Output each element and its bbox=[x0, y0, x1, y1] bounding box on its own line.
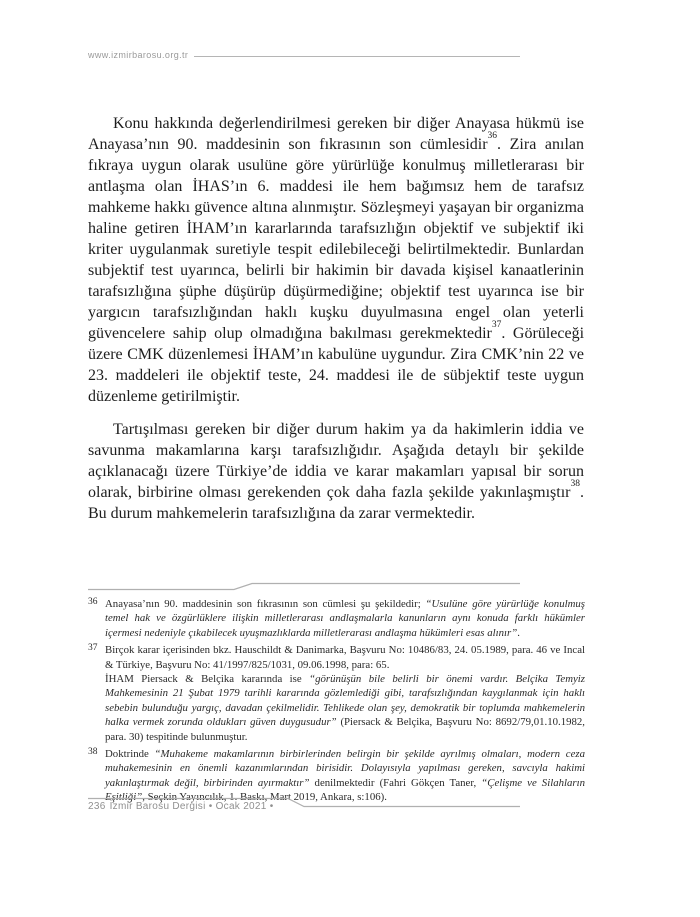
footnote-divider bbox=[88, 581, 520, 593]
footnote-38-text: Doktrinde bbox=[105, 748, 155, 761]
footnote-ref-37: 37 bbox=[491, 319, 502, 330]
paragraph-1-text: . Zira anılan fıkraya uygun olarak usulüne göre yürürlüğe konulmuş milletlerarası bir antlaşma olan İHAS’ın 6. maddesi ile hem bağımsız hem de tarafsız mahkeme hakkı güvence altına alınmıştır. Sözleşmeyi yaşayan bir organizma haline getiren İHAM’ın kararlarında tarafsızlığın objektif ve subjektif iki kriter uygulanmak suretiyle tespit edilebileceği belirtilmektedir. Bunlardan subjektif test uyarınca, belirli bir hakimin bir davada kişisel kanaatlerinin tarafsızlığına şüphe düşürüp düşürmediğine; objektif test uyarınca ise bir yargıcın tarafsızlığından haklı kuşku duyulmasına engel olan yeterli güvencelere sahip olup olmadığına bakılması gerekmektedir bbox=[88, 136, 584, 342]
header-url: www.izmirbarosu.org.tr bbox=[88, 50, 189, 60]
paragraph-1-text: Konu hakkında değerlendirilmesi gereken bir diğer Anayasa hükmü ise Anayasa’nın 90. maddesinin son fıkrasının son cümlesidir bbox=[88, 115, 584, 153]
footnote-number: 38 bbox=[88, 747, 98, 758]
footnote-38-text: Seçkin Yayıncılık, 1. Baskı, Mart 2019, Ankara, s:106). bbox=[144, 791, 387, 804]
footnote-ref-38: 38 bbox=[570, 478, 580, 489]
page-footer bbox=[88, 801, 274, 812]
footnote-38-quote: “Muhakeme makamlarının birbirlerinden belirgin bir şekilde ayrılmış olmaları, modern ceza muhakemesinin en önemli kazanımlarından birisidir. Dolayısıyla yapılması gereken, savcıyla hakimi yakınlaştırmak değil, birbirinden ayırmaktır” bbox=[105, 748, 585, 789]
footnote-37 bbox=[88, 643, 585, 744]
page-header bbox=[88, 50, 520, 60]
footnote-37-text: İHAM Piersack & Belçika kararında ise bbox=[105, 673, 310, 686]
footnote-36-text: . bbox=[517, 626, 520, 639]
footnote-number: 37 bbox=[88, 643, 98, 654]
footnote-ref-36: 36 bbox=[487, 130, 498, 141]
paragraph-2-text: . Bu durum mahkemelerin tarafsızlığına da zarar vermektedir. bbox=[88, 484, 584, 522]
paragraph-1 bbox=[88, 113, 584, 407]
footnote-text bbox=[105, 643, 585, 744]
paragraph-1-text: . Görüleceği üzere CMK düzenlemesi İHAM’ın kabulüne uygundur. Zira CMK’nin 22 ve 23. maddeleri ile objektif teste, 24. maddesi ile de sübjektif teste uygun düzenleme getirilmiştir. bbox=[88, 325, 585, 405]
footnote-37-citations: Birçok karar içerisinden bkz. Hauschildt & Danimarka, Başvuru No: 10486/83, 24. 05.1989, para. 46 ve Incal & Türkiye, Başvuru No: 41/1997/825/1031, 09.06.1998, para: 65. bbox=[105, 644, 585, 671]
footnote-37-quote: “görünüşün bile belirli bir önemi vardır. Belçika Temyiz Mahkemesinin 21 Şubat 1979 tarihli kararında gözlemlediği gibi, tarafsızlığından kaygılanmak için haklı sebebin bulunduğu yargıç, davadan çekilmelidir. Tehlikede olan şey, demokratik bir toplumda mahkemelerin halka vermek zorunda oldukları güven duygusudur” bbox=[105, 673, 586, 729]
page-number: 236 bbox=[88, 801, 106, 812]
paragraph-2 bbox=[88, 419, 584, 524]
paragraph-2-text: Tartışılması gereken bir diğer durum hakim ya da hakimlerin iddia ve savunma makamlarına karşı tarafsızlığıdır. Aşağıda detaylı bir şekilde açıklanacağı üzere Türkiye’de iddia ve karar makamları yapısal bir sorun olarak, birbirine olması gerekenden çok daha fazla şekilde yakınlaşmıştır bbox=[88, 421, 584, 501]
footnote-36 bbox=[88, 597, 585, 640]
footnote-text bbox=[105, 597, 585, 640]
footnote-37-text: (Piersack & Belçika, Başvuru No: 8692/79,01.10.1982, para. 30) tespitinde bulunmuştur. bbox=[105, 716, 586, 743]
footnote-number: 36 bbox=[88, 597, 98, 607]
journal-line: İzmir Barosu Dergisi • Ocak 2021 • bbox=[109, 801, 274, 812]
footnote-37-commentary bbox=[105, 672, 585, 744]
footnote-36-text: Anayasa’nın 90. maddesinin son fıkrasının son cümlesi şu şekildedir; bbox=[105, 598, 426, 610]
footnotes-section bbox=[88, 597, 585, 808]
footnote-38-text: denilmektedir (Fahri Gökçen Taner, bbox=[309, 776, 482, 789]
footnote-36-quote: “Usulüne göre yürürlüğe konulmuş temel hak ve özgürlüklere ilişkin milletlerarası andlaşmalarla kanunların aynı konuda farklı hükümler içermesi nedeniyle çıkabilecek uyuşmazlıklarda milletlerarası andlaşma hükümleri esas alınır” bbox=[105, 598, 585, 639]
header-rule bbox=[194, 56, 520, 57]
footnote-38-book-title: “Çelişme ve Silahların Eşitliği”, bbox=[105, 776, 586, 804]
article-body bbox=[88, 113, 584, 524]
